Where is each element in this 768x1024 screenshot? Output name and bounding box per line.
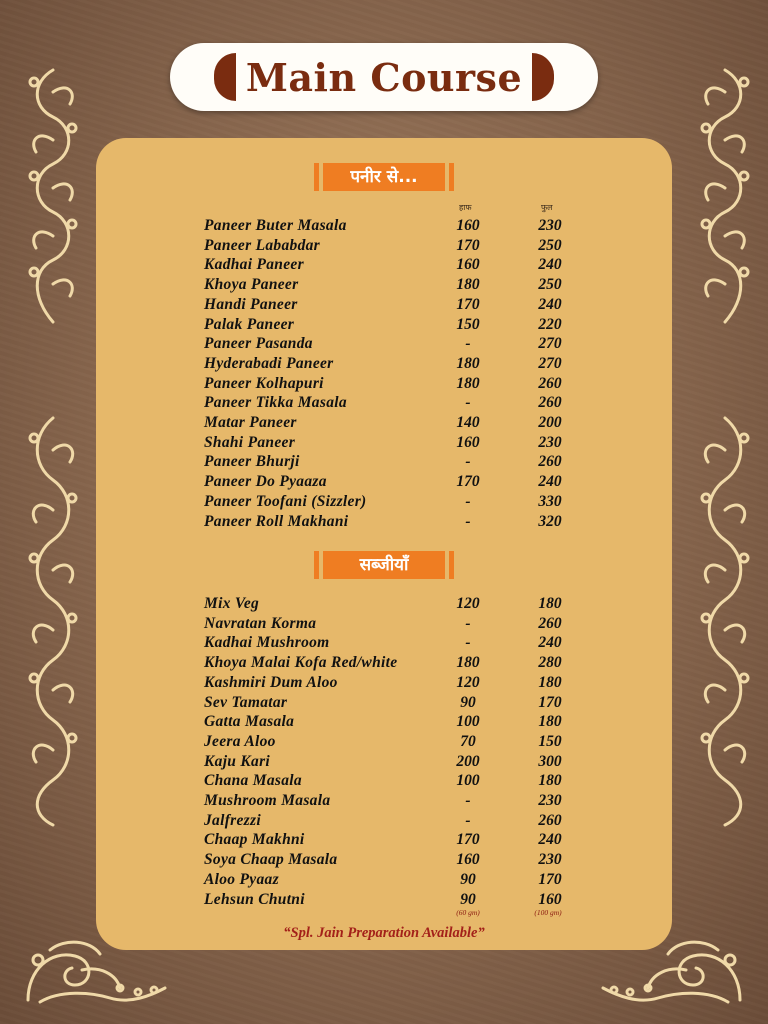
section-heading-vegetables: सब्जीयाँ	[323, 551, 445, 579]
price-half: -	[465, 792, 471, 809]
price-half: 180	[456, 276, 480, 294]
menu-item-row	[204, 236, 584, 256]
price-full: 240	[538, 831, 562, 849]
price-half: -	[465, 811, 471, 829]
menu-item-row	[204, 850, 584, 870]
price-half: 90	[460, 870, 476, 888]
price-half: 200	[456, 752, 480, 770]
menu-item-row	[204, 673, 584, 693]
price-half: -	[465, 492, 471, 510]
item-name: Paneer Tikka Masala	[204, 394, 347, 412]
left-top-flourish	[22, 62, 84, 330]
section-heading-paneer: पनीर से...	[323, 163, 445, 191]
price-full: 240	[538, 256, 562, 274]
column-header-half: हाफ	[459, 203, 472, 212]
price-full: 250	[538, 236, 562, 254]
item-name: Aloo Pyaaz	[204, 870, 279, 888]
item-name: Kashmiri Dum Aloo	[204, 673, 338, 691]
item-name: Kadhai Mushroom	[204, 634, 330, 652]
price-half: 100	[456, 772, 480, 790]
price-half: 170	[456, 831, 480, 849]
menu-item-row	[204, 614, 584, 634]
price-half: 180	[456, 374, 480, 392]
item-name: Gatta Masala	[204, 713, 295, 731]
price-full: 260	[538, 453, 562, 471]
column-header-full: फुल	[541, 203, 553, 212]
price-half: -	[465, 512, 471, 530]
menu-item-row	[204, 594, 584, 614]
price-half: 140	[456, 414, 480, 431]
item-name: Jalfrezzi	[204, 811, 261, 829]
price-full: 150	[538, 732, 562, 750]
menu-item-row	[204, 830, 584, 850]
price-full: 220	[538, 315, 562, 333]
item-name: Soya Chaap Masala	[204, 851, 338, 869]
price-full: 170	[538, 870, 562, 888]
price-full: 240	[538, 634, 562, 652]
price-full: 230	[538, 851, 562, 869]
price-half: 180	[456, 654, 480, 672]
left-bottom-flourish	[22, 410, 84, 830]
jain-note: “Spl. Jain Preparation Available”	[283, 925, 485, 941]
price-half: 160	[456, 433, 480, 451]
price-full: 240	[538, 473, 562, 491]
menu-item-row	[204, 275, 584, 295]
price-full: 270	[538, 354, 562, 372]
item-name: Kadhai Paneer	[204, 256, 304, 274]
item-name: Palak Paneer	[204, 315, 295, 333]
quantity-half: (60 gm)	[456, 908, 480, 917]
menu-item-row	[204, 354, 584, 374]
price-half: 170	[456, 295, 480, 313]
menu-item-row	[204, 393, 584, 413]
menu-item-row	[204, 890, 584, 910]
item-name: Handi Paneer	[204, 295, 298, 313]
price-full: 280	[538, 654, 562, 672]
menu-item-row	[204, 216, 584, 236]
item-name: Paneer Toofani (Sizzler)	[204, 492, 367, 510]
price-half: 100	[456, 713, 480, 731]
item-name: Shahi Paneer	[204, 433, 296, 451]
price-half: -	[465, 394, 471, 412]
menu-item-row	[204, 870, 584, 890]
price-half: -	[465, 614, 471, 632]
menu-item-row	[204, 295, 584, 315]
menu-item-row	[204, 653, 584, 673]
price-half: -	[465, 634, 471, 652]
item-name: Khoya Paneer	[204, 276, 299, 294]
price-half: 90	[460, 890, 476, 908]
price-full: 180	[538, 595, 562, 612]
price-half: 160	[456, 851, 480, 869]
right-top-flourish	[694, 62, 756, 330]
item-name: Chana Masala	[204, 772, 302, 790]
menu-item-row	[204, 791, 584, 811]
menu-item-row	[204, 472, 584, 492]
price-half: 120	[456, 595, 480, 612]
price-half: 160	[456, 217, 480, 234]
item-name: Kaju Kari	[204, 752, 271, 770]
price-half: 70	[460, 732, 476, 750]
price-half: -	[465, 335, 471, 353]
price-full: 200	[538, 414, 562, 431]
menu-item-row	[204, 512, 584, 532]
price-full: 240	[538, 295, 562, 313]
item-name: Jeera Aloo	[204, 732, 276, 750]
price-full: 260	[538, 394, 562, 412]
quantity-full: (100 gm)	[534, 908, 562, 917]
item-name: Mix Veg	[204, 595, 260, 612]
price-full: 180	[538, 772, 562, 790]
price-full: 320	[538, 512, 562, 530]
menu-item-row	[204, 771, 584, 791]
price-half: 170	[456, 473, 480, 491]
menu-item-row	[204, 334, 584, 354]
item-name: Paneer Pasanda	[204, 335, 313, 353]
menu-item-row	[204, 413, 584, 433]
price-half: 150	[456, 315, 480, 333]
price-full: 250	[538, 276, 562, 294]
price-full: 180	[538, 673, 562, 691]
item-name: Sev Tamatar	[204, 693, 288, 711]
price-half: 170	[456, 236, 480, 254]
price-half: 90	[460, 693, 476, 711]
item-name: Paneer Buter Masala	[204, 217, 347, 234]
menu-item-row	[204, 712, 584, 732]
price-full: 170	[538, 693, 562, 711]
title-banner	[170, 43, 598, 111]
price-half: 120	[456, 673, 480, 691]
item-name: Paneer Roll Makhani	[204, 512, 349, 530]
item-name: Paneer Bhurji	[204, 453, 300, 471]
item-name: Paneer Do Pyaaza	[204, 473, 327, 491]
price-full: 260	[538, 811, 562, 829]
price-half: -	[465, 453, 471, 471]
price-half: 160	[456, 256, 480, 274]
price-full: 230	[538, 217, 562, 234]
menu-item-row	[204, 492, 584, 512]
menu-item-row	[204, 255, 584, 275]
price-full: 160	[538, 890, 562, 908]
menu-item-row	[204, 732, 584, 752]
menu-item-row	[204, 811, 584, 831]
item-name: Lehsun Chutni	[204, 890, 305, 908]
price-full: 260	[538, 614, 562, 632]
menu-item-row	[204, 433, 584, 453]
item-name: Paneer Kolhapuri	[204, 374, 324, 392]
price-full: 260	[538, 374, 562, 392]
menu-item-row	[204, 693, 584, 713]
menu-item-row	[204, 374, 584, 394]
right-bottom-flourish	[694, 410, 756, 830]
item-name: Mushroom Masala	[204, 792, 331, 809]
menu-item-row	[204, 452, 584, 472]
price-full: 270	[538, 335, 562, 353]
menu-item-row	[204, 315, 584, 335]
item-name: Khoya Malai Kofa Red/white	[204, 654, 398, 672]
price-full: 230	[538, 792, 562, 809]
price-full: 330	[538, 492, 562, 510]
item-name: Hyderabadi Paneer	[204, 354, 334, 372]
item-name: Chaap Makhni	[204, 831, 305, 849]
menu-item-row	[204, 633, 584, 653]
price-full: 230	[538, 433, 562, 451]
price-full: 180	[538, 713, 562, 731]
page-title: Main Course	[245, 55, 523, 100]
item-name: Paneer Lababdar	[204, 236, 321, 254]
price-full: 300	[538, 752, 562, 770]
item-name: Matar Paneer	[204, 414, 297, 431]
price-half: 180	[456, 354, 480, 372]
menu-item-row	[204, 752, 584, 772]
item-name: Navratan Korma	[204, 614, 317, 632]
